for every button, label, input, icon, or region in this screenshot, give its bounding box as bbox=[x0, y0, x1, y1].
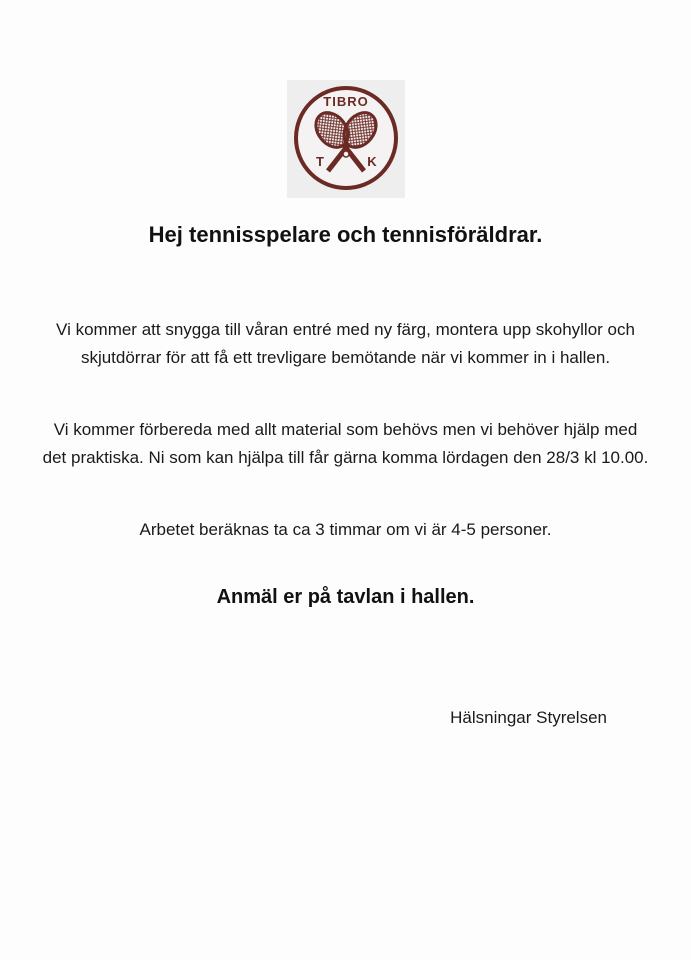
paragraph-entrance: Vi kommer att snygga till våran entré med ny färg, montera upp skohyllor och skjutdörrar för att få ett trevligare bemötande när vi kommer in i hallen. bbox=[56, 320, 635, 367]
paragraph-duration: Arbetet beräknas ta ca 3 timmar om vi är 4-5 personer. bbox=[139, 520, 552, 539]
logo-right-letter: K bbox=[367, 154, 377, 169]
logo-left-letter: T bbox=[316, 154, 324, 169]
signature: Hälsningar Styrelsen bbox=[450, 708, 607, 727]
page-title: Hej tennisspelare och tennisföräldrar. bbox=[148, 222, 543, 247]
signup-callout: Anmäl er på tavlan i hallen. bbox=[216, 586, 475, 608]
club-logo bbox=[287, 80, 405, 198]
logo-top-text: TIBRO bbox=[323, 94, 369, 109]
paragraph-help-needed: Vi kommer förbereda med allt material som behövs men vi behöver hjälp med det praktiska. Ni som kan hjälpa till får gärna komma lördagen den 28/3 kl 10.00. bbox=[42, 420, 649, 467]
tennis-rackets-logo-icon bbox=[287, 80, 405, 198]
